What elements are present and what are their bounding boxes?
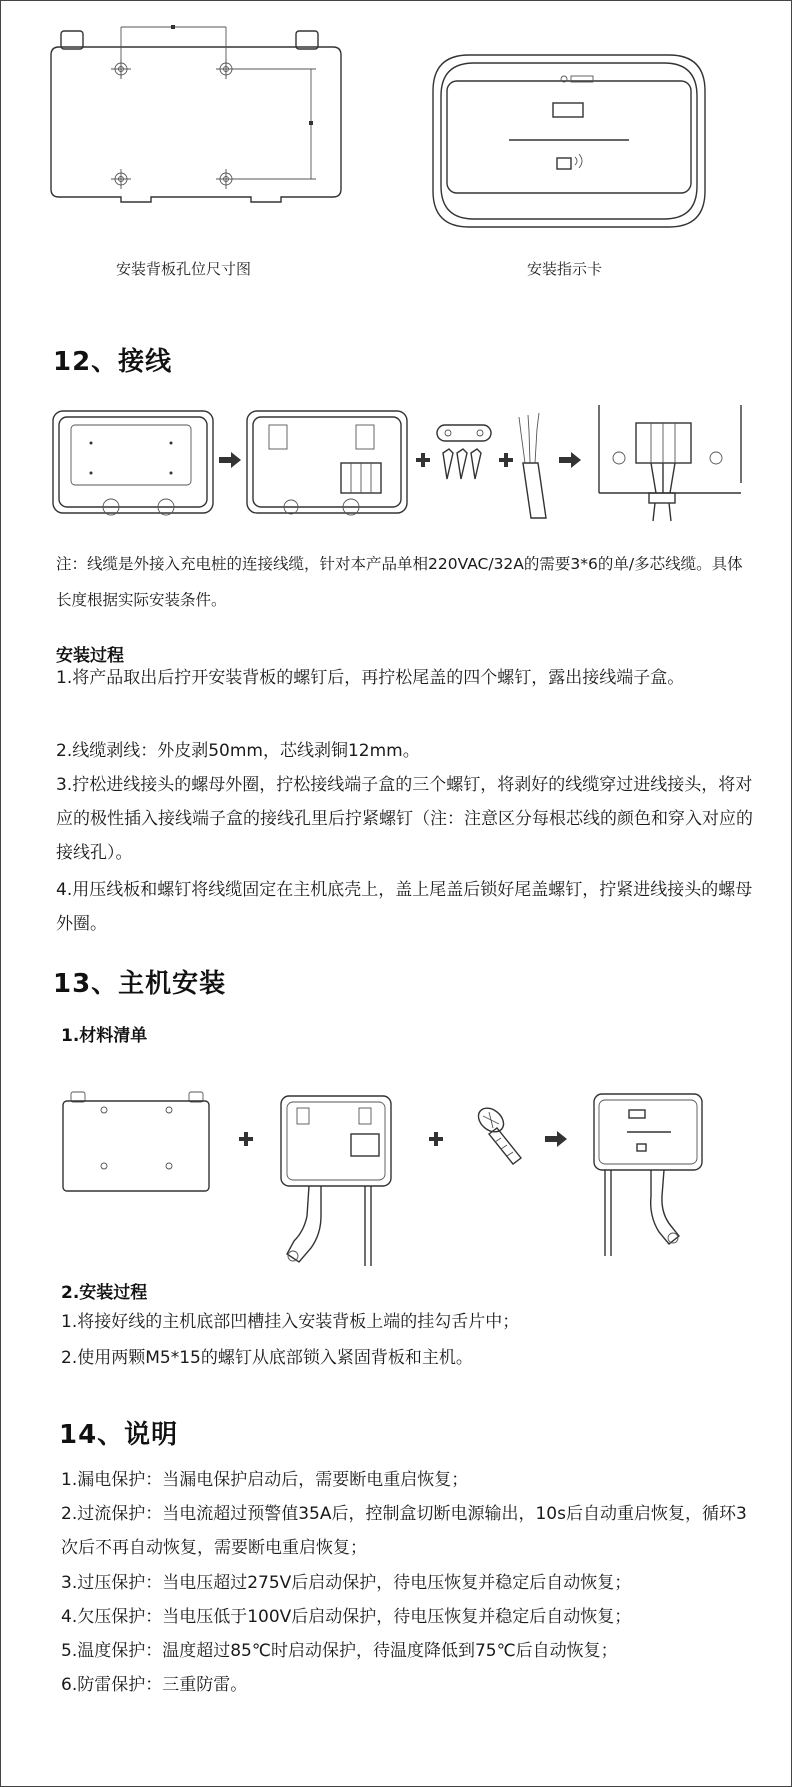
guide-card-drawing <box>429 51 709 231</box>
arrow-right-icon <box>559 452 581 468</box>
wiring-step-3: 3.拧松进线接头的螺母外圈，拧松接线端子盒的三个螺钉，将剥好的线缆穿过进线接头，将对应的极性插入接线端子盒的接线孔里后拧紧螺钉（注：注意区分每根芯线的颜色和穿入对应的接线孔）。 <box>56 775 753 863</box>
install-heading: 13、主机安装 <box>53 969 227 999</box>
plus-icon <box>239 1132 253 1146</box>
notes-item-2: 2.过流保护：当电流超过预警值35A后，控制盒切断电源输出，10s后自动重启恢复，循环3次后不再自动恢复，需要断电重启恢复； <box>61 1504 747 1558</box>
arrow-right-icon <box>545 1131 567 1147</box>
wiring-step-4: 4.用压线板和螺钉将线缆固定在主机底壳上，盖上尾盖后锁好尾盖螺钉，拧紧进线接头的螺母外圈。 <box>56 880 753 934</box>
closeup-drawing <box>599 405 741 521</box>
plus-icon <box>499 453 513 467</box>
install-step-1: 1.将接好线的主机底部凹槽挂入安装背板上端的挂勾舌片中； <box>61 1312 520 1332</box>
guide-card-caption: 安装指示卡 <box>527 260 603 278</box>
assembled-charger-drawing <box>594 1094 702 1256</box>
wiring-heading: 12、接线 <box>53 347 173 377</box>
backplate-drawing <box>63 1092 209 1191</box>
wiring-step-2: 2.线缆剥线：外皮剥50mm，芯线剥铜12mm。 <box>56 741 420 761</box>
materials-title: 1.材料清单 <box>61 1026 148 1046</box>
notes-item-1: 1.漏电保护：当漏电保护启动后，需要断电重启恢复； <box>61 1470 469 1490</box>
terminal-box-drawing <box>247 411 407 515</box>
install-process-title: 2.安装过程 <box>61 1283 148 1303</box>
notes-item-6: 6.防雷保护：三重防雷。 <box>61 1675 248 1695</box>
materials-drawing <box>59 1086 719 1266</box>
wiring-note: 注：线缆是外接入充电桩的连接线缆，针对本产品单相220VAC/32A的需要3*6的单/多芯线缆。具体长度根据实际安装条件。 <box>56 555 743 609</box>
plus-icon <box>429 1132 443 1146</box>
arrow-right-icon <box>219 452 241 468</box>
notes-item-4: 4.欠压保护：当电压低于100V后启动保护，待电压恢复并稳定后自动恢复； <box>61 1607 632 1627</box>
wiring-steps-drawing <box>51 403 751 523</box>
wiring-process-title: 安装过程 <box>56 646 124 666</box>
screw-icon <box>437 425 491 479</box>
notes-item-5: 5.温度保护：温度超过85℃时启动保护，待温度降低到75℃后自动恢复； <box>61 1641 618 1661</box>
plus-icon <box>416 453 430 467</box>
cable-icon <box>519 413 546 518</box>
wiring-step-1: 1.将产品取出后拧开安装背板的螺钉后，再拧松尾盖的四个螺钉，露出接线端子盒。 <box>56 668 685 688</box>
backplate-drawing <box>41 19 371 234</box>
backplate-caption: 安装背板孔位尺寸图 <box>116 260 252 278</box>
notes-item-3: 3.过压保护：当电压超过275V后启动保护，待电压恢复并稳定后自动恢复； <box>61 1573 632 1593</box>
install-step-2: 2.使用两颗M5*15的螺钉从底部锁入紧固背板和主机。 <box>61 1348 473 1368</box>
charger-drawing <box>281 1096 391 1266</box>
screw-icon <box>474 1103 521 1164</box>
device-back-drawing <box>53 411 213 515</box>
notes-heading: 14、说明 <box>59 1420 179 1450</box>
